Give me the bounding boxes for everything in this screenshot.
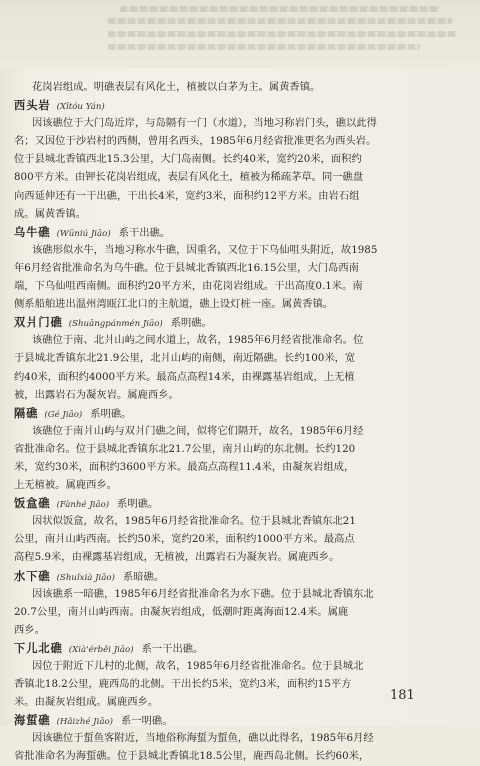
entry-type: 系明礁。 <box>117 498 159 511</box>
entry-body-line: 侧系船舶进出温州湾瓯江北口的主航道，礁上设灯桩一座。属黄香镇。 <box>14 298 334 311</box>
entry-pinyin: (Shuāngpánmén Jiāo) <box>68 319 163 330</box>
entry-heading <box>14 223 454 241</box>
entry-type: 系明礁。 <box>170 317 212 330</box>
entry-body-line: 因该礁位于大门岛近岸，与岛隔有一门（水道），当地习称岩门头，礁以此得 <box>32 117 377 130</box>
entry-type: 系一明礁。 <box>121 715 173 728</box>
entry-type: 系一干出礁。 <box>141 642 204 655</box>
entry-heading <box>14 313 454 331</box>
entry-body-line: 省批准命名为海蜇礁。位于县城北香镇北18.5公里，鹿西岛北侧。长约60米， <box>14 750 370 763</box>
entry-body-line: 因该礁系一暗礁，1985年6月经省批准命名为水下礁。位于县城北香镇东北 <box>32 587 374 600</box>
entry-body-line: 因状似饭盒，故名，1985年6月经省批准命名。位于县城北香镇东北21 <box>32 515 356 528</box>
entry-name: 饭盒礁 <box>14 496 51 511</box>
entry-pinyin: (Gé Jiāo) <box>44 409 83 420</box>
entry-name: 下儿北礁 <box>14 640 63 655</box>
entry-body-line: 该礁位于南、北爿山屿之间水道上，故名，1985年6月经省批准命名。位 <box>32 334 364 347</box>
entry-name: 西头岩 <box>14 98 51 113</box>
entry-body-line: 位于县城北香镇西北15.3公里，大门岛南侧。长约40米，宽约20米，面积约 <box>14 153 362 166</box>
entry-body-line: 向西延伸还有一干出礁，干出长4米，宽约3米，面积约12平方米。由岩石组 <box>14 189 360 202</box>
entry-type: 系明礁。 <box>90 407 132 420</box>
entry-name: 乌牛礁 <box>14 224 51 239</box>
entry-body-line: 上无植被。属鹿西乡。 <box>14 479 117 492</box>
entry-body-line: 公里，南爿山屿西南。长约50米，宽约20米，面积约1000平方米。最高点 <box>14 533 355 546</box>
entry-body-line: 名；又因位于沙岩村的西侧，曾用名西头，1985年6月经省批准更名为西头岩。 <box>14 135 377 148</box>
entry-pinyin: (Xītóu Yán) <box>56 102 105 113</box>
entry-body-line: 米，宽约30米，面积约3600平方米。最高点高程11.4米，由凝灰岩组成， <box>14 460 355 473</box>
entry-type: 系干出礁。 <box>118 226 171 239</box>
entry-body-line: 约40米，面积约4000平方米。最高点高程14米，由裸露基岩组成，上无植 <box>14 370 355 383</box>
entry-body-line: 被，出露岩石为凝灰岩。属鹿西乡。 <box>14 388 179 401</box>
entry-name: 水下礁 <box>14 568 51 583</box>
bleed-line <box>108 31 456 37</box>
entry-heading <box>14 567 454 585</box>
entry-pinyin: (Shuǐxià Jiāo) <box>56 572 115 583</box>
entry-body-line: 年6月经省批准命名为乌牛礁。位于县城北香镇西北16.15公里，大门岛西南 <box>14 261 359 274</box>
page-text <box>14 78 454 766</box>
entry-body-line: 西乡。 <box>14 623 45 636</box>
entry-heading <box>14 639 454 657</box>
entry-body-line: 因该礁位于蜇鱼客附近，当地俗称海蜇为蜇鱼，礁以此得名，1985年6月经 <box>32 732 374 745</box>
entries-list <box>14 96 454 765</box>
entry-body-line: 高程5.9米，由裸露基岩组成，无植被，出露岩石为凝灰岩。属鹿西乡。 <box>14 551 340 564</box>
entry-body-line: 端，下乌仙咀西南侧。面积约20平方米，由花岗岩组成。干出高度0.1米。南 <box>14 280 363 293</box>
entry-pinyin: (Fànhé Jiāo) <box>56 500 110 511</box>
entry-pinyin: (Hǎizhé Jiāo) <box>56 717 114 728</box>
entry-body-line: 该礁形似水牛，当地习称水牛礁，因重名，又位于下乌仙咀头附近，故1985 <box>32 243 378 256</box>
bleed-line <box>108 44 420 50</box>
entry-name: 海蜇礁 <box>14 713 51 728</box>
entry-body-line: 因位于附近下儿村的北侧，故名，1985年6月经省批准命名。位于县城北 <box>32 660 364 672</box>
entry-heading <box>14 494 454 512</box>
entry-heading <box>14 711 454 729</box>
entry-body-line: 20.7公里，南爿山屿西南。由凝灰岩组成，低潮时距离海面12.4米。属鹿 <box>14 605 349 618</box>
entry-body-line: 省批准命名。位于县城北香镇东北21.7公里，南爿山屿的东北侧。长约120 <box>14 442 356 455</box>
entry-body-line: 该礁位于南爿山屿与双爿门礁之间，似将它们隔开，故名，1985年6月经 <box>32 424 364 437</box>
entry-body-line: 成。属黄香镇。 <box>14 207 87 220</box>
entry-heading <box>14 96 454 114</box>
page-number: 181 <box>390 688 415 703</box>
bleed-line <box>120 6 440 12</box>
entry-type: 系暗礁。 <box>122 570 165 583</box>
entry-body-line: 米。由凝灰岩组成。属鹿西乡。 <box>14 696 159 709</box>
entry-name: 双爿门礁 <box>14 315 63 330</box>
entry-heading <box>14 404 454 422</box>
previous-page-bleed-through <box>0 0 480 68</box>
entry-body-line: 于县城北香镇东北21.9公里，北爿山屿的南侧，南近隔礁。长约100米，宽 <box>14 352 356 365</box>
entry-name: 隔礁 <box>14 405 39 420</box>
entry-body-line: 800平方米。由钾长花岗岩组成，表层有风化土，植被为稀疏茅草。同一礁盘 <box>14 171 364 184</box>
entry-pinyin: (Xià'érběi Jiāo) <box>68 644 134 655</box>
entry-pinyin: (Wūniú Jiāo) <box>56 228 111 239</box>
entry-body-line: 香镇北18.2公里，鹿西岛的北侧。干出长约5米，宽约3米，面积约15平方 <box>14 678 352 691</box>
bleed-line <box>108 18 452 24</box>
intro-line: 花岗岩组成。明礁表层有风化土，植被以白茅为主。属黄香镇。 <box>32 81 321 93</box>
